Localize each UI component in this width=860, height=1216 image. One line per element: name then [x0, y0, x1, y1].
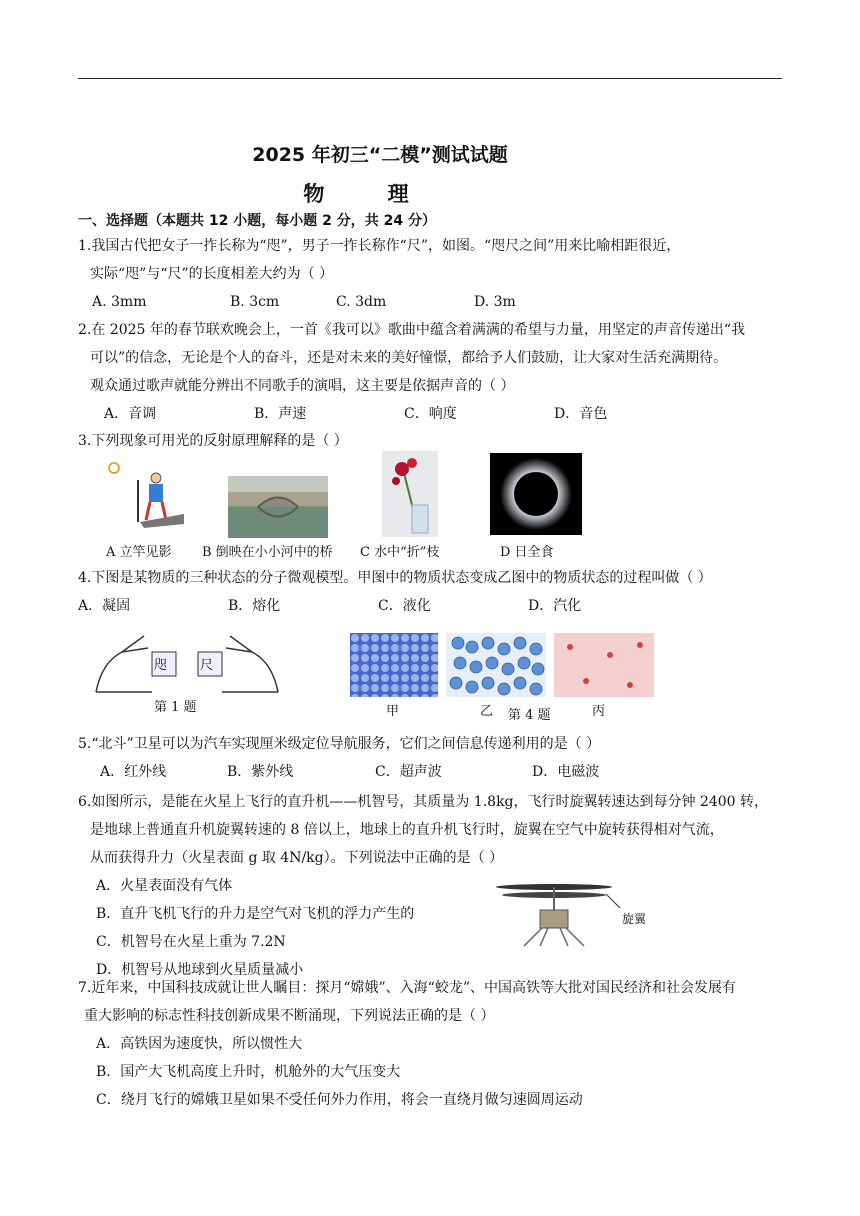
- question-text: 3.下列现象可用光的反射原理解释的是（ ）: [78, 433, 348, 449]
- option-b[interactable]: B．熔化: [228, 598, 281, 614]
- state-label-jia: 甲: [386, 704, 400, 719]
- header-rule: [78, 78, 782, 79]
- option-c[interactable]: C．液化: [378, 598, 431, 614]
- option-a[interactable]: A．红外线: [100, 764, 167, 780]
- option-d[interactable]: D．汽化: [528, 598, 582, 614]
- option-b[interactable]: B．紫外线: [227, 764, 294, 780]
- option-c[interactable]: C．机智号在火星上重为 7.2N: [96, 934, 286, 950]
- option-b[interactable]: B. 3cm: [230, 294, 280, 310]
- question-7: [78, 974, 784, 1114]
- question-text: 观众通过歌声就能分辨出不同歌手的演唱，这主要是依据声音的（ ）: [90, 378, 515, 394]
- question-text: 重大影响的标志性科技创新成果不断涌现，下列说法正确的是（ ）: [84, 1008, 495, 1024]
- options: [78, 1030, 784, 1114]
- options: [78, 872, 784, 984]
- caption-a: A 立竿见影: [106, 545, 172, 560]
- question-5: [78, 730, 784, 786]
- figure-4-caption: 第 4 题: [508, 708, 551, 723]
- question-text: 从而获得升力（火星表面 g 取 4N/kg）。下列说法中正确的是（ ）: [90, 850, 504, 866]
- question-text: 5.“北斗”卫星可以为汽车实现厘米级定位导航服务，它们之间信息传递利用的是（ ）: [78, 736, 601, 752]
- option-c[interactable]: C. 3dm: [336, 294, 387, 310]
- hand-label-1: 咫: [154, 658, 168, 673]
- hand-label-2: 尺: [200, 658, 214, 673]
- question-text: 7.近年来，中国科技成就让世人瞩目：探月“嫦娥”、入海“蛟龙”、中国高铁等大批对国民经济和社会发展有: [78, 980, 736, 996]
- question-text: 6.如图所示，是能在火星上飞行的直升机——机智号，其质量为 1.8kg，飞行时旋翼转速达到每分钟 2400 转，: [78, 794, 769, 810]
- option-a[interactable]: A. 3mm: [92, 294, 147, 310]
- state-label-bing: 丙: [592, 704, 606, 719]
- figure-1-caption: 第 1 题: [154, 700, 197, 715]
- option-d[interactable]: D．电磁波: [532, 764, 600, 780]
- option-b[interactable]: B．声速: [254, 406, 307, 422]
- option-b[interactable]: B．国产大飞机高度上升时，机舱外的大气压变大: [96, 1064, 401, 1080]
- question-1: [78, 232, 784, 316]
- option-d[interactable]: D．机智号从地球到火星质量减小: [96, 962, 304, 978]
- state-label-yi: 乙: [480, 704, 494, 719]
- option-a[interactable]: A．凝固: [78, 598, 131, 614]
- option-d[interactable]: D. 3m: [474, 294, 516, 310]
- options: [78, 400, 784, 428]
- option-c[interactable]: C．超声波: [375, 764, 442, 780]
- options: [78, 288, 784, 316]
- option-a[interactable]: A．高铁因为速度快，所以惯性大: [96, 1036, 303, 1052]
- caption-c: C 水中“折”枝: [360, 545, 440, 560]
- question-text: 是地球上普通直升机旋翼转速的 8 倍以上，地球上的直升机飞行时，旋翼在空气中旋转获得相对气流，: [90, 822, 724, 838]
- figure-d-eclipse: [490, 453, 582, 535]
- options: [78, 592, 784, 620]
- question-2: [78, 316, 784, 428]
- figure-c-branch: [382, 451, 438, 537]
- options: [78, 758, 784, 786]
- caption-d: D 日全食: [500, 545, 554, 560]
- page-title: 2025 年初三“二模”测试试题: [252, 144, 508, 166]
- question-text: 实际“咫”与“尺”的长度相差大约为（ ）: [90, 266, 334, 282]
- question-text: 1.我国古代把女子一拃长称为“咫”，男子一拃长称作“尺”，如图。“咫尺之间”用来比喻相距很近，: [78, 238, 681, 254]
- subject-title: 物 理: [303, 182, 437, 206]
- option-b[interactable]: B．直升飞机飞行的升力是空气对飞机的浮力产生的: [96, 906, 415, 922]
- figure-states: [350, 633, 654, 697]
- caption-b: B 倒映在小小河中的桥: [202, 545, 333, 560]
- question-4: [78, 564, 784, 620]
- option-c[interactable]: C．响度: [404, 406, 457, 422]
- question-text: 4.下图是某物质的三种状态的分子微观模型。甲图中的物质状态变成乙图中的物质状态的过程叫做（ ）: [78, 570, 712, 586]
- option-a[interactable]: A．火星表面没有气体: [96, 878, 233, 894]
- figure-a-shadow: [100, 458, 190, 530]
- question-text: 2.在 2025 年的春节联欢晚会上，一首《我可以》歌曲中蕴含着满满的希望与力量，用坚定的声音传递出“我: [78, 322, 746, 338]
- question-6: [78, 788, 784, 984]
- figure-b-bridge: [228, 476, 328, 538]
- figure-hands: [92, 622, 282, 700]
- section-heading: 一、选择题（本题共 12 小题，每小题 2 分，共 24 分）: [78, 213, 436, 229]
- option-c[interactable]: C．绕月飞行的嫦娥卫星如果不受任何外力作用，将会一直绕月做匀速圆周运动: [96, 1092, 583, 1108]
- figure-6-label: 旋翼: [622, 912, 647, 926]
- option-d[interactable]: D．音色: [554, 406, 608, 422]
- question-text: 可以”的信念，无论是个人的奋斗，还是对未来的美好憧憬，都给予人们鼓励，让大家对生活充满期待。: [90, 350, 728, 366]
- option-a[interactable]: A．音调: [104, 406, 157, 422]
